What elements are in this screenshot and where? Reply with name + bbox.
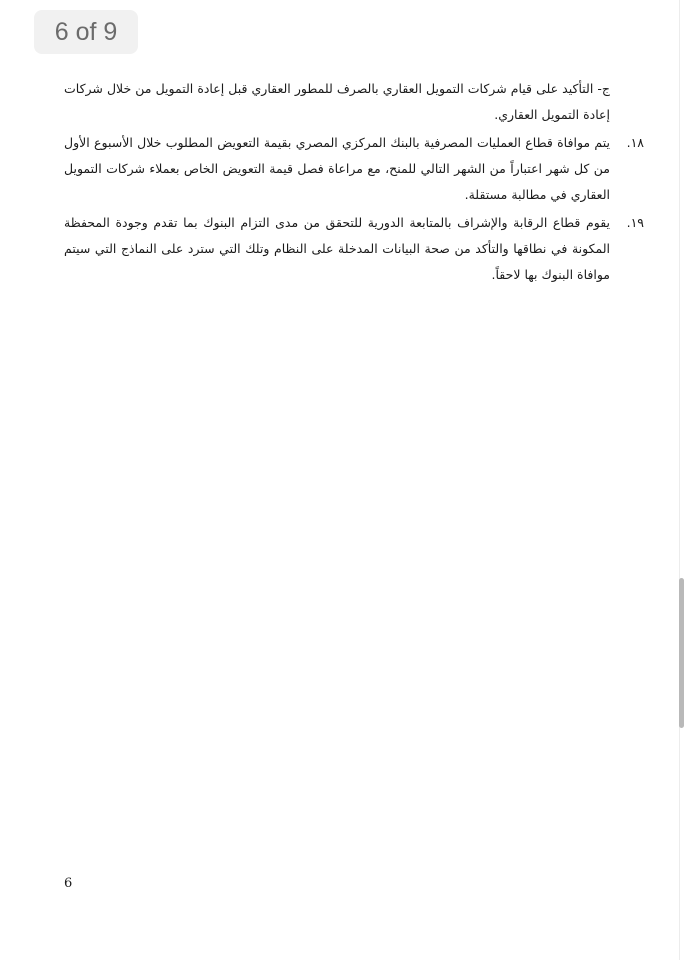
list-item-content: يقوم قطاع الرقابة والإشراف بالمتابعة الدورية للتحقق من مدى التزام البنوك بما تقدم وجودة المحفظة المكونة في نطاقها والتأكد من صحة البيانات المدخلة على النظام وتلك التي سترد على النماذج التي سيتم موافاة البنوك بها لاحقاً. [64, 215, 610, 282]
list-item-content: يتم موافاة قطاع العمليات المصرفية بالبنك المركزي المصري بقيمة التعويض المطلوب خلال الأسبوع الأول من كل شهر اعتباراً من الشهر التالي للمنح، مع مراعاة فصل قيمة التعويض الخاص بعملاء شركات التمويل العقاري في مطالبة مستقلة. [64, 135, 610, 202]
list-item-content: التأكيد على قيام شركات التمويل العقاري بالصرف للمطور العقاري قبل إعادة التمويل من خلال شركات إعادة التمويل العقاري. [64, 81, 610, 122]
page-edge-divider [679, 0, 680, 960]
list-item [64, 130, 644, 208]
list-item-marker: ١٩. [626, 215, 644, 230]
list-item-text [64, 76, 610, 128]
page-number: 6 [64, 876, 73, 891]
page-counter-badge: 6 of 9 [34, 10, 138, 54]
vertical-scrollbar-thumb[interactable] [679, 578, 684, 728]
list-item-marker: ج- [597, 81, 610, 96]
list-item [64, 210, 644, 288]
document-body [64, 76, 644, 290]
list-item [64, 76, 610, 128]
list-item-marker: ١٨. [626, 135, 644, 150]
